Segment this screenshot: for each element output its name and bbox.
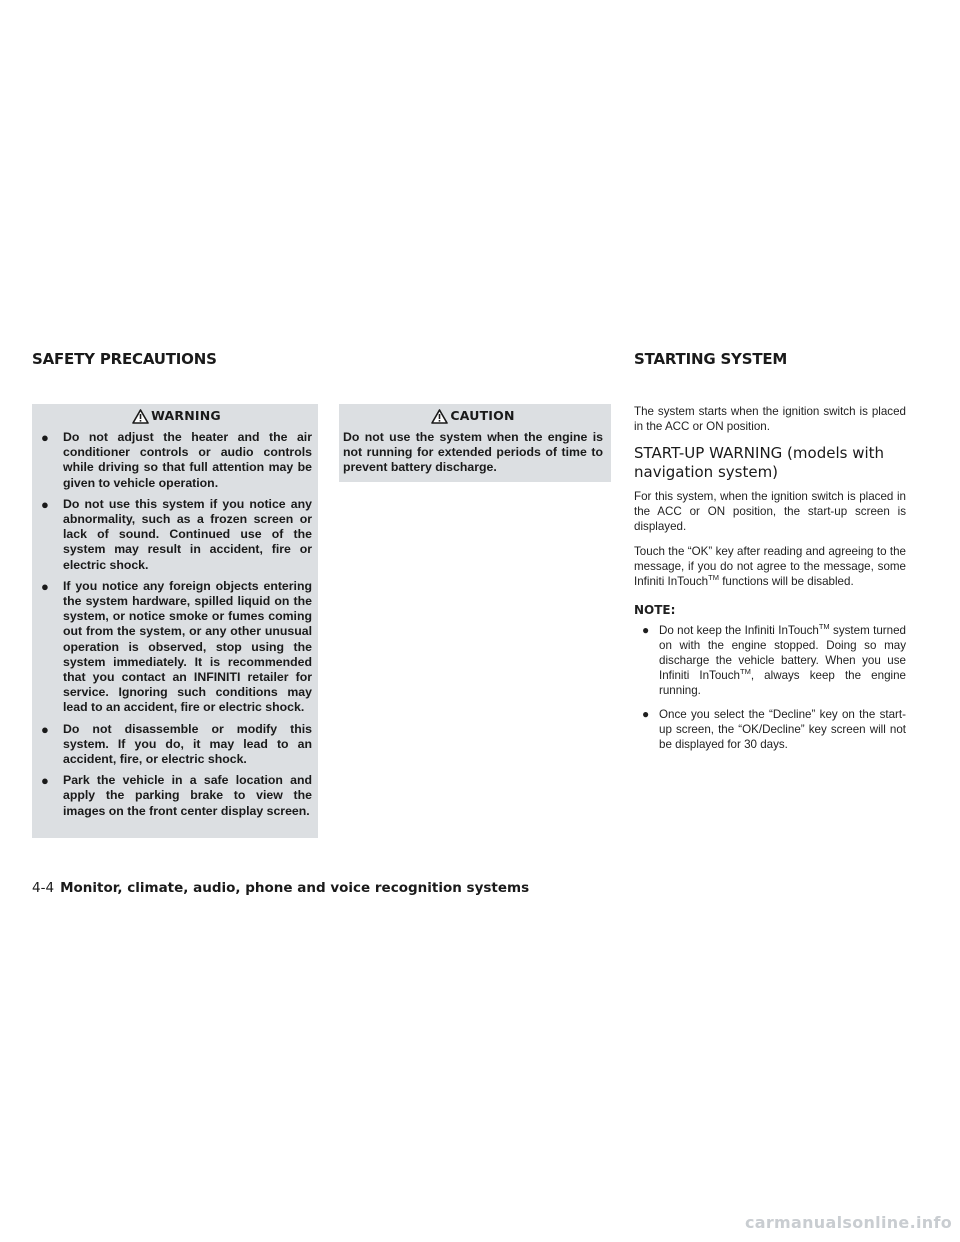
trademark-mark: TM (818, 622, 830, 632)
bullet-icon: ● (41, 773, 49, 789)
bullet-icon: ● (41, 430, 49, 445)
trademark-mark: TM (740, 667, 751, 677)
bullet-icon: ● (642, 707, 650, 721)
warning-item (41, 497, 312, 573)
warning-item (41, 579, 312, 716)
note-label: NOTE: (634, 603, 676, 617)
startup-para-1: For this system, when the ignition switch is placed in the ACC or ON position, the start-up screen is displayed. (634, 490, 906, 533)
startup-warning-heading: START-UP WARNING (models with navigation system) (634, 444, 885, 481)
warning-item-text: Park the vehicle in a safe location and apply the parking brake to view the images on the front center display screen. (63, 773, 312, 818)
warning-item-text: Do not adjust the heater and the air conditioner controls or audio controls while driving so that full attention may be given to vehicle operation. (63, 430, 312, 490)
warning-item-text: Do not disassemble or modify this system. If you do, it may lead to an accident, fire, or electric shock. (63, 721, 312, 767)
starting-system-column (634, 404, 906, 761)
bullet-icon: ● (41, 578, 49, 594)
warning-list (41, 430, 312, 819)
caution-triangle-icon (431, 409, 448, 424)
warning-item-text: If you notice any foreign objects entering the system hardware, spilled liquid on the system, or notice smoke or fumes coming out from the system, or any other unusual operation is observed, stop using the system immediately. It is recommended that you contact an INFINITI retailer for service. Ignoring such conditions may lead to an accident, fire or electric shock. (63, 578, 312, 715)
caution-title-text: CAUTION (450, 408, 515, 424)
warning-item (41, 722, 312, 768)
page-number: 4-4 (32, 880, 55, 896)
warning-title (41, 404, 312, 428)
page-footer (32, 880, 529, 896)
note-item: ● Once you select the “Decline” key on the start-up screen, the “OK/Decline” key screen will not be displayed for 30 days. (642, 707, 906, 751)
note-item: ● Do not keep the Infiniti InTouch™ system turned on with the engine stopped. Doing so may discharge the vehicle battery. When you use Infiniti InTouch™, always keep the engine running. (642, 622, 906, 697)
note-list (634, 623, 906, 752)
warning-triangle-icon (132, 409, 149, 424)
trademark-mark: TM (708, 573, 719, 583)
section-heading-safety-precautions: SAFETY PRECAUTIONS (32, 350, 217, 368)
watermark: carmanualsonline.info (744, 1213, 952, 1232)
caution-title (343, 404, 603, 428)
bullet-icon: ● (642, 623, 650, 637)
caution-text: Do not use the system when the engine is not running for extended periods of time to prevent battery discharge. (343, 430, 603, 475)
warning-title-text: WARNING (151, 408, 221, 424)
starting-intro: The system starts when the ignition switch is placed in the ACC or ON position. (634, 405, 906, 433)
bullet-icon: ● (41, 496, 49, 512)
section-heading-starting-system: STARTING SYSTEM (634, 350, 788, 368)
warning-item (41, 773, 312, 819)
caution-box (339, 404, 611, 482)
warning-box (32, 404, 318, 838)
warning-item-text: Do not use this system if you notice any abnormality, such as a frozen screen or lack of sound. Continued use of the system may result in accident, fire or electric shock. (63, 496, 312, 572)
warning-item (41, 430, 312, 491)
startup-para-2: Touch the “OK” key after reading and agreeing to the message, if you do not agree to the message, some Infiniti InTouch™ functions will be disabled. (634, 545, 906, 588)
bullet-icon: ● (41, 721, 49, 737)
chapter-title: Monitor, climate, audio, phone and voice recognition systems (60, 880, 530, 896)
